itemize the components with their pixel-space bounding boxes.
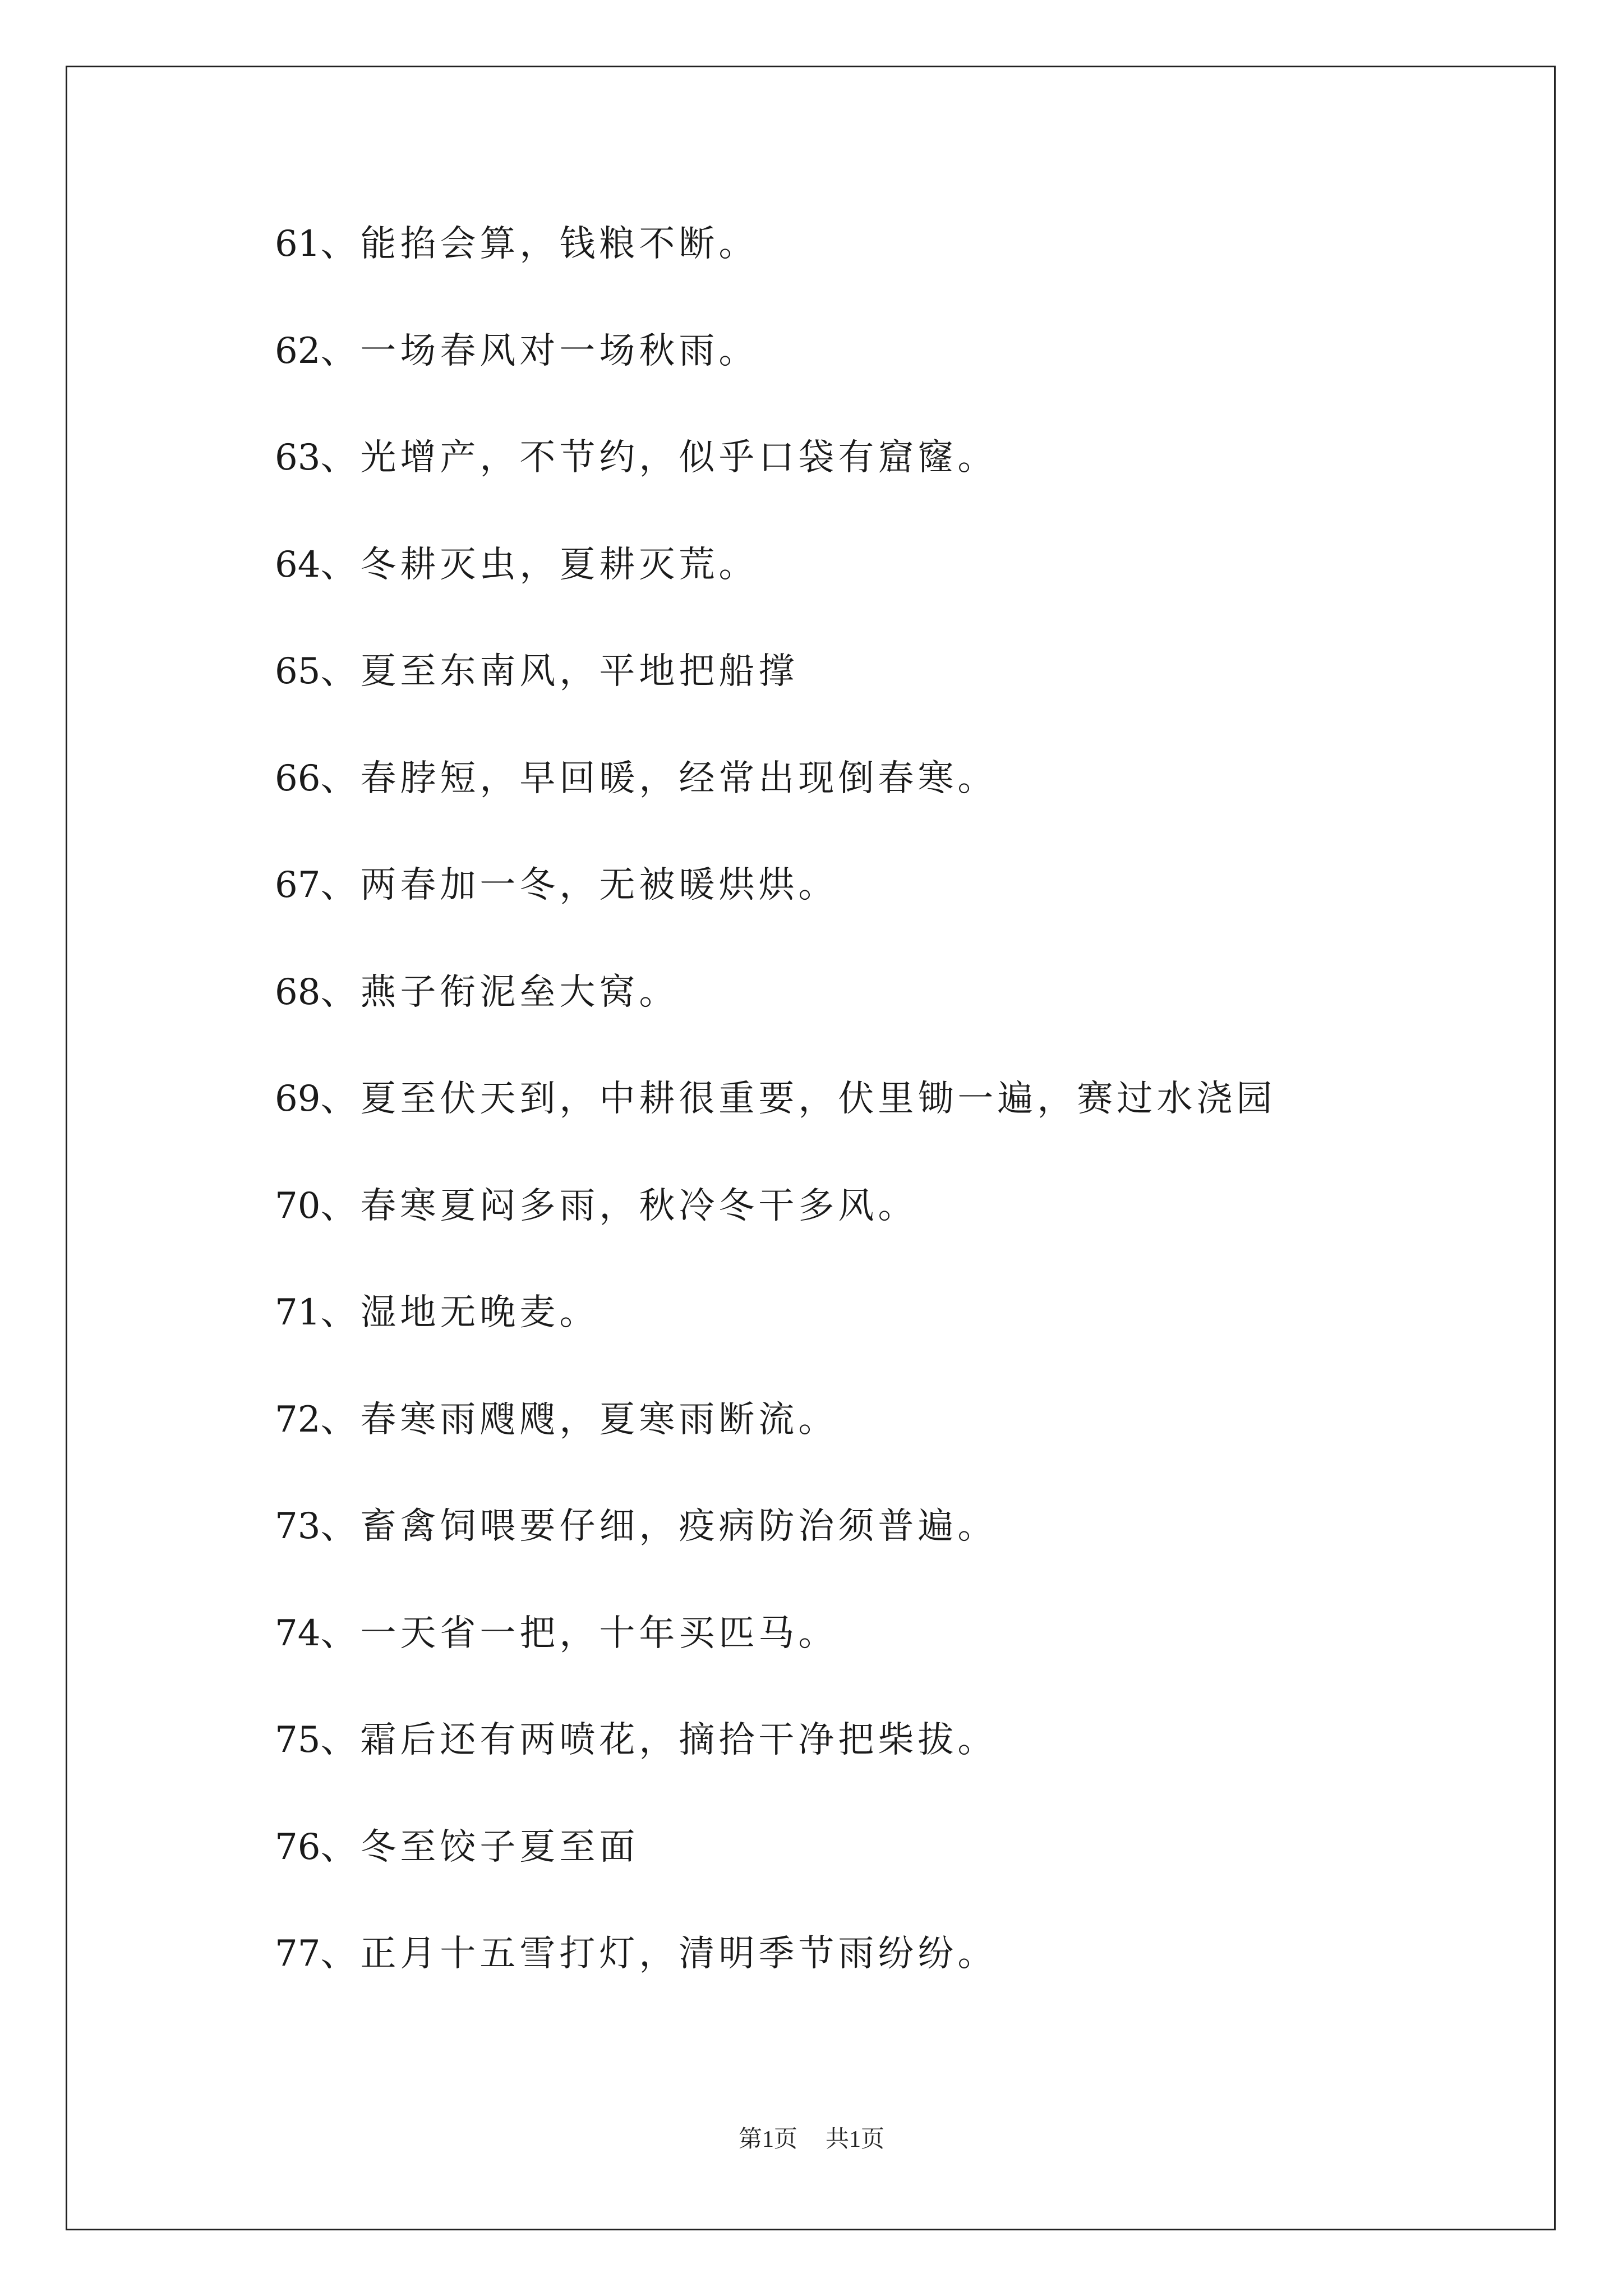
item-text: 、光增产，不节约，似乎口袋有窟窿。 xyxy=(320,437,998,478)
page-total: 共1页 xyxy=(826,2127,885,2152)
list-item xyxy=(275,1504,1276,1611)
list-item xyxy=(275,970,1276,1077)
list-item xyxy=(275,1290,1276,1397)
list-item xyxy=(275,435,1276,542)
item-number: 74 xyxy=(275,1612,321,1654)
item-text: 、春脖短，早回暖，经常出现倒春寒。 xyxy=(320,757,998,799)
list-item xyxy=(275,863,1276,970)
item-text: 、霜后还有两喷花，摘拾干净把柴拔。 xyxy=(320,1719,998,1761)
item-text: 、一场春风对一场秋雨。 xyxy=(320,330,759,372)
item-number: 67 xyxy=(275,864,321,906)
list-item xyxy=(275,542,1276,650)
item-text: 、正月十五雪打灯，清明季节雨纷纷。 xyxy=(320,1933,998,1975)
item-text: 、畜禽饲喂要仔细，疫病防治须普遍。 xyxy=(320,1506,998,1547)
item-text: 、夏至伏天到，中耕很重要，伏里锄一遍，赛过水浇园 xyxy=(320,1078,1276,1120)
item-number: 72 xyxy=(275,1398,321,1441)
item-number: 73 xyxy=(275,1506,321,1547)
item-number: 71 xyxy=(275,1292,321,1333)
item-text: 、冬耕灭虫，夏耕灭荒。 xyxy=(320,544,759,586)
item-number: 76 xyxy=(275,1826,321,1868)
item-number: 64 xyxy=(275,544,321,586)
item-text: 、春寒夏闷多雨，秋冷冬干多风。 xyxy=(320,1185,918,1227)
list-item xyxy=(275,649,1276,756)
item-text: 、冬至饺子夏至面 xyxy=(320,1826,639,1868)
list-item xyxy=(275,1825,1276,1932)
item-text: 、春寒雨飕飕，夏寒雨断流。 xyxy=(320,1398,838,1441)
item-number: 65 xyxy=(275,651,321,692)
item-number: 68 xyxy=(275,971,321,1013)
list-item xyxy=(275,1718,1276,1825)
list-item xyxy=(275,1611,1276,1718)
item-text: 、湿地无晚麦。 xyxy=(320,1292,600,1333)
list-item xyxy=(275,1184,1276,1291)
list-item xyxy=(275,222,1276,329)
list-item xyxy=(275,329,1276,436)
list-item xyxy=(275,1397,1276,1504)
item-text: 、能掐会算，钱粮不断。 xyxy=(320,223,759,265)
item-number: 69 xyxy=(275,1078,321,1120)
item-number: 63 xyxy=(275,437,321,478)
item-text: 、一天省一把，十年买匹马。 xyxy=(320,1612,838,1654)
page-footer xyxy=(0,2120,1623,2154)
list-item xyxy=(275,1931,1276,2039)
page-number: 第1页 xyxy=(738,2127,797,2152)
list-item xyxy=(275,1076,1276,1184)
item-text: 、燕子衔泥垒大窝。 xyxy=(320,971,679,1013)
item-number: 61 xyxy=(275,223,321,265)
list-item xyxy=(275,756,1276,863)
proverb-list xyxy=(275,222,1276,2039)
item-text: 、夏至东南风，平地把船撑 xyxy=(320,651,799,692)
item-number: 62 xyxy=(275,330,321,372)
item-number: 70 xyxy=(275,1185,321,1227)
item-number: 66 xyxy=(275,757,321,799)
item-number: 77 xyxy=(275,1933,321,1975)
item-number: 75 xyxy=(275,1719,321,1761)
item-text: 、两春加一冬，无被暖烘烘。 xyxy=(320,864,838,906)
